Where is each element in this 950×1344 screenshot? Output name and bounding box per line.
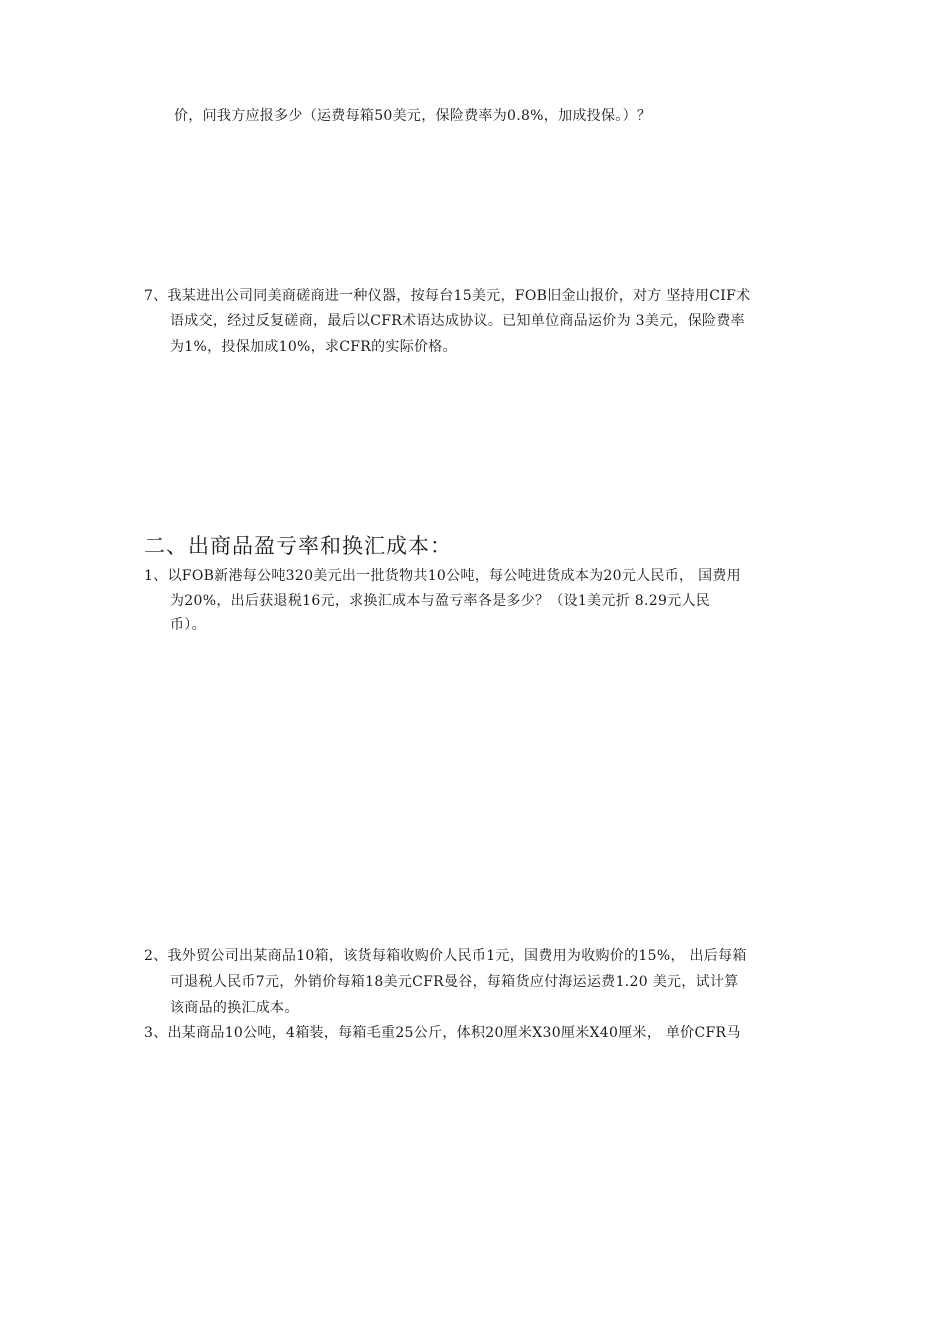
s2-q1-line-1: 1、以FOB新港每公吨320美元出一批货物共10公吨，每公吨进货成本为20元人民币， 国费用 bbox=[144, 568, 741, 584]
s2-q2-line-2: 可退税人民币7元，外销价每箱18美元CFR曼谷，每箱货应付海运运费1.20 美元，试计算 bbox=[170, 974, 739, 990]
s2-q3-line-1: 3、出某商品10公吨，4箱装，每箱毛重25公斤，体积20厘米X30厘米X40厘米， 单价CFR马 bbox=[144, 1025, 741, 1041]
s2-q2-line-3: 该商品的换汇成本。 bbox=[170, 1000, 299, 1016]
section-2-heading: 二、出商品盈亏率和换汇成本： bbox=[144, 534, 452, 558]
q6-continuation-line-1: 价，问我方应报多少（运费每箱50美元，保险费率为0.8%，加成投保。）？ bbox=[174, 108, 652, 124]
q7-line-2: 语成交，经过反复磋商，最后以CFR术语达成协议。已知单位商品运价为 3美元，保险费率 bbox=[170, 313, 745, 329]
s2-q1-line-3: 币）。 bbox=[170, 617, 206, 633]
s2-q2-line-1: 2、我外贸公司出某商品10箱，该货每箱收购价人民币1元，国费用为收购价的15%， 出后每箱 bbox=[144, 948, 747, 964]
s2-q1-line-2: 为20%，出后获退税16元，求换汇成本与盈亏率各是多少？（设1美元折 8.29元人民 bbox=[170, 593, 711, 609]
q7-line-1: 7、我某进出公司同美商磋商进一种仪器，按每台15美元，FOB旧金山报价，对方 坚持用CIF术 bbox=[144, 288, 751, 304]
q7-line-3: 为1%，投保加成10%，求CFR的实际价格。 bbox=[170, 339, 457, 355]
